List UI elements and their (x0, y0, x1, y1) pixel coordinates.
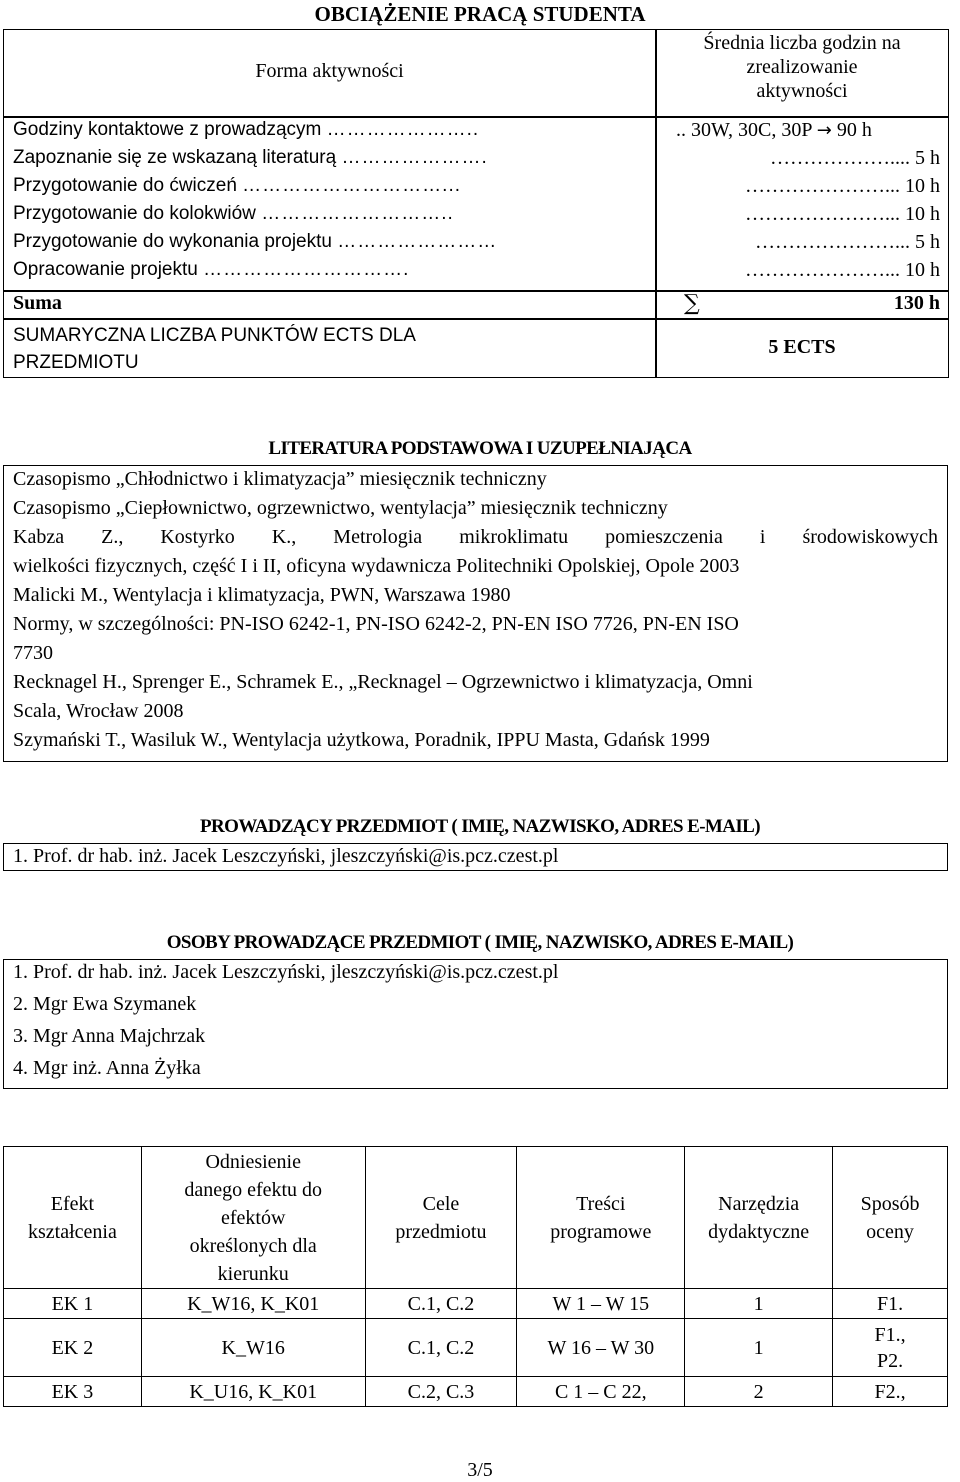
teacher-item: 1. Prof. dr hab. inż. Jacek Leszczyński, jleszczyński@is.pcz.czest.pl (13, 961, 559, 983)
row-divider (4, 116, 948, 118)
table-cell: EK 3 (4, 1377, 142, 1407)
sum-label: Suma (13, 292, 62, 314)
hours-value: …………………... 10 h (745, 259, 940, 281)
activity-row: Zapoznanie się ze wskazaną literaturą …………………. (13, 147, 488, 168)
header-cell: Odniesienie danego efektu do efektów określonych dla kierunku (141, 1147, 365, 1289)
table-cell: C.2, C.3 (365, 1377, 517, 1407)
col-header-activity: Forma aktywności (255, 60, 404, 82)
table-row (4, 1289, 948, 1319)
activity-row: Przygotowanie do ćwiczeń …………………………... (13, 175, 462, 196)
literature-heading: LITERATURA PODSTAWOWA I UZUPEŁNIAJĄCA (268, 438, 692, 459)
literature-item: Kabza Z., Kostyrko K., Metrologia mikroklimatu pomieszczenia i środowiskowych (13, 526, 938, 548)
table-cell: K_W16, K_K01 (141, 1289, 365, 1319)
table-cell: K_U16, K_K01 (141, 1377, 365, 1407)
sigma-icon: ∑ (684, 291, 700, 316)
literature-item: Scala, Wrocław 2008 (13, 700, 184, 722)
literature-item: Czasopismo „Chłodnictwo i klimatyzacja” miesięcznik techniczny (13, 468, 547, 490)
table-cell: EK 1 (4, 1289, 142, 1319)
hours-value: …………………... 10 h (745, 203, 940, 225)
table-cell: 1 (685, 1319, 833, 1377)
literature-item: wielkości fizycznych, część I i II, oficyna wydawnicza Politechniki Opolskiej, Opole 2003 (13, 555, 740, 577)
teacher-item: 4. Mgr inż. Anna Żyłka (13, 1057, 201, 1079)
arrow-right-icon: → (816, 120, 832, 141)
header-cell: Sposób oceny (833, 1147, 948, 1289)
effects-header-row (4, 1147, 948, 1289)
table-cell: K_W16 (141, 1319, 365, 1377)
literature-item: Szymański T., Wasiluk W., Wentylacja użytkowa, Poradnik, IPPU Masta, Gdańsk 1999 (13, 729, 710, 751)
literature-box (3, 465, 948, 762)
table-cell: F1. (833, 1289, 948, 1319)
page-number: 3/5 (467, 1459, 493, 1481)
table-cell: 1 (685, 1289, 833, 1319)
header-cell: Narzędzia dydaktyczne (685, 1147, 833, 1289)
table-cell: W 16 – W 30 (517, 1319, 685, 1377)
table-cell: F1., P2. (833, 1319, 948, 1377)
teacher-item: 3. Mgr Anna Majchrzak (13, 1025, 206, 1047)
table-cell: W 1 – W 15 (517, 1289, 685, 1319)
activity-row: Godziny kontaktowe z prowadzącym ………………….. (13, 119, 480, 140)
teachers-box (3, 959, 948, 1089)
literature-item: Recknagel H., Sprenger E., Schramek E., „Recknagel – Ogrzewnictwo i klimatyzacja, Omni (13, 671, 753, 693)
workload-title: OBCIĄŻENIE PRACĄ STUDENTA (314, 2, 646, 26)
header-cell: Cele przedmiotu (365, 1147, 517, 1289)
hours-value: …………………... 10 h (745, 175, 940, 197)
table-cell: C.1, C.2 (365, 1289, 517, 1319)
table-cell: C 1 – C 22, (517, 1377, 685, 1407)
ects-label: SUMARYCZNA LICZBA PUNKTÓW ECTS DLA PRZEDMIOTU (13, 325, 416, 373)
teachers-heading: OSOBY PROWADZĄCE PRZEDMIOT ( IMIĘ, NAZWISKO, ADRES E-MAIL) (166, 932, 794, 953)
lecturer-heading: PROWADZĄCY PRZEDMIOT ( IMIĘ, NAZWISKO, ADRES E-MAIL) (200, 816, 760, 837)
table-cell: F2., (833, 1377, 948, 1407)
table-cell: EK 2 (4, 1319, 142, 1377)
table-row (4, 1377, 948, 1407)
lecturer-item: 1. Prof. dr hab. inż. Jacek Leszczyński, jleszczyński@is.pcz.czest.pl (13, 845, 559, 867)
effects-table (3, 1146, 948, 1407)
hours-value: .. 30W, 30C, 30P → 90 h (676, 119, 872, 141)
activity-row: Przygotowanie do kolokwiów ……………………….. (13, 203, 454, 224)
lecturer-box (3, 843, 948, 871)
literature-item: Malicki M., Wentylacja i klimatyzacja, PWN, Warszawa 1980 (13, 584, 511, 606)
header-cell: Treści programowe (517, 1147, 685, 1289)
literature-item: Czasopismo „Ciepłownictwo, ogrzewnictwo, wentylacja” miesięcznik techniczny (13, 497, 668, 519)
header-cell: Efekt kształcenia (4, 1147, 142, 1289)
table-row (4, 1319, 948, 1377)
literature-item: Normy, w szczególności: PN-ISO 6242-1, PN-ISO 6242-2, PN-EN ISO 7726, PN-EN ISO (13, 613, 739, 635)
row-divider (4, 318, 948, 320)
row-divider (4, 290, 948, 292)
sum-value: 130 h (893, 292, 940, 314)
col-header-hours: Średnia liczba godzin na zrealizowanie aktywności (703, 32, 901, 102)
hours-value: ……………….... 5 h (770, 147, 940, 169)
activity-row: Opracowanie projektu …………………………. (13, 259, 410, 280)
activity-row: Przygotowanie do wykonania projektu …………………… (13, 231, 498, 252)
ects-value: 5 ECTS (768, 336, 836, 358)
hours-value: …………………... 5 h (755, 231, 940, 253)
table-cell: C.1, C.2 (365, 1319, 517, 1377)
literature-item: 7730 (13, 642, 53, 664)
teacher-item: 2. Mgr Ewa Szymanek (13, 993, 197, 1015)
table-cell: 2 (685, 1377, 833, 1407)
workload-table (3, 29, 949, 378)
